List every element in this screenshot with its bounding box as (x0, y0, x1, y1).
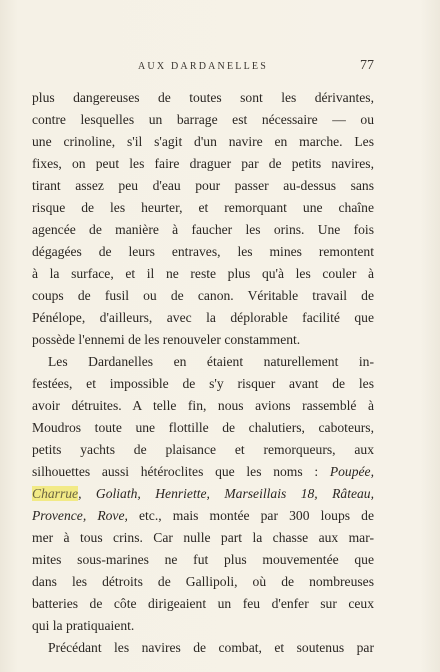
text-line: plus dangereuses de toutes sont les dérivantes, (32, 90, 374, 105)
text-line: tirant assez peu d'eau pour passer au-dessus sans (32, 178, 374, 193)
page-header (32, 58, 374, 80)
running-title: AUX DARDANELLES (138, 61, 268, 72)
italic-name: Poupée, (329, 464, 374, 479)
text-segment: silhouettes aussi hétéroclites que les noms : (32, 464, 319, 479)
italic-names: , Goliath, Henriette, Marseillais 18, Râteau, (78, 486, 374, 501)
text-line: contre lesquelles un barrage est nécessaire — ou (32, 112, 374, 127)
text-line: Pénélope, d'ailleurs, avec la déplorable facilité que (32, 310, 374, 325)
text-line: mites sous-marines ne fut plus mouvementée que (32, 552, 374, 567)
text-line: dans les détroits de Gallipoli, où de nombreuses (32, 574, 374, 589)
text-line: coups de fusil ou de canon. Véritable travail de (32, 288, 374, 303)
text-line: fixes, on peut les faire draguer par de petits navires, (32, 156, 374, 171)
text-line: agencée de manière à faucher les orins. Une fois (32, 222, 374, 237)
text-line: festées, et impossible de s'y risquer avant de les (32, 376, 374, 391)
text-line: à la surface, et il ne reste plus qu'à les couler à (32, 266, 374, 281)
text-line (32, 461, 374, 483)
text-line: risque de les heurter, et remorquant une chaîne (32, 200, 374, 215)
body-text (32, 87, 374, 659)
text-line (32, 505, 374, 527)
text-line (32, 483, 374, 505)
text-line: Les Dardanelles en étaient naturellement in- (48, 354, 374, 369)
text-line: mer à tous crins. Car nulle part la chasse aux mar- (32, 530, 374, 545)
highlighted-name: Charrue (32, 486, 79, 501)
text-segment: etc., mais montée par 300 loups de (127, 508, 374, 523)
text-line: petits yachts de plaisance et remorqueurs, aux (32, 442, 374, 457)
text-line: Précédant les navires de combat, et soutenus par (48, 640, 374, 655)
text-line: qui la pratiquaient. (32, 618, 135, 633)
text-line: avoir détruites. A telle fin, nous avions rassemblé à (32, 398, 374, 413)
italic-names: Provence, Rove, (32, 508, 128, 523)
text-line: dégagées de leurs entraves, les mines remontent (32, 244, 374, 259)
text-line: possède l'ennemi de les renouveler constamment. (32, 332, 301, 347)
text-line: batteries de côte dirigeaient un feu d'enfer sur ceux (32, 596, 374, 611)
text-line: une crinoline, s'il s'agit d'un navire en marche. Les (32, 134, 374, 149)
text-line: Moudros toute une flottille de chalutiers, caboteurs, (32, 420, 374, 435)
page-number: 77 (360, 58, 374, 73)
